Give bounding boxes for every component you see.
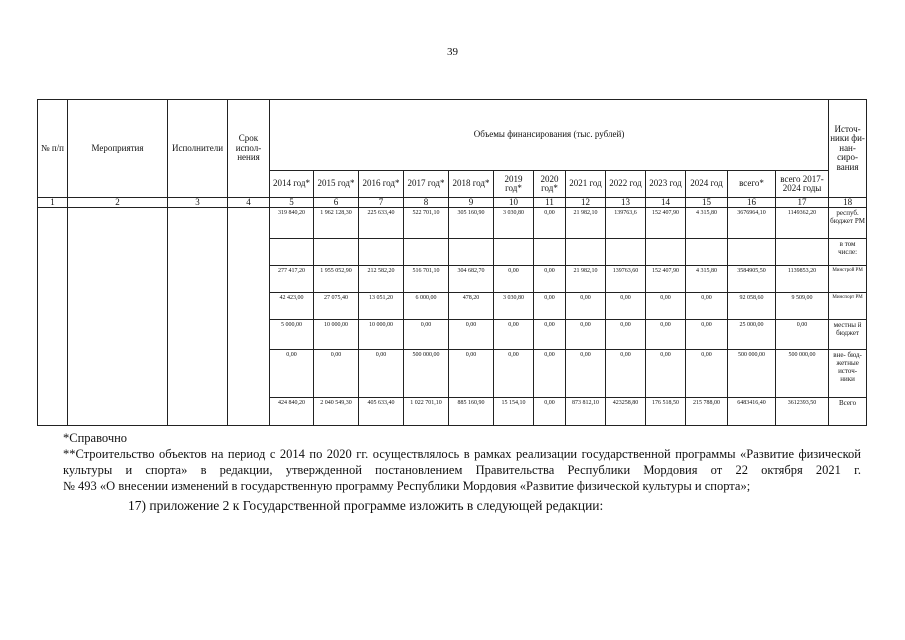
column-number: 1: [38, 198, 68, 208]
value-cell: 5 000,00: [270, 320, 314, 350]
value-cell: 0,00: [646, 320, 686, 350]
value-cell: 424 840,20: [270, 398, 314, 426]
col-header-events: Мероприятия: [68, 100, 168, 198]
value-cell: 92 058,60: [728, 293, 776, 320]
value-cell: 9 509,00: [776, 293, 829, 320]
value-cell: 319 840,20: [270, 208, 314, 239]
year-header: 2019 год*: [494, 171, 534, 198]
value-cell: 3 030,80: [494, 293, 534, 320]
term-cell: [228, 208, 270, 426]
value-cell: [686, 239, 728, 266]
value-cell: [534, 239, 566, 266]
source-cell: респуб. бюджет РМ: [829, 208, 867, 239]
year-header: всего 2017- 2024 годы: [776, 171, 829, 198]
value-cell: 500 000,00: [728, 350, 776, 398]
value-cell: 1 022 701,10: [404, 398, 449, 426]
value-cell: 3612393,50: [776, 398, 829, 426]
value-cell: 0,00: [646, 293, 686, 320]
value-cell: [728, 239, 776, 266]
year-header: 2020 год*: [534, 171, 566, 198]
value-cell: 152 407,90: [646, 266, 686, 293]
column-number: 4: [228, 198, 270, 208]
col-header-volumes: Объемы финансирования (тыс. рублей): [270, 100, 829, 171]
year-header: 2018 год*: [449, 171, 494, 198]
source-cell: местны й бюджет: [829, 320, 867, 350]
column-number: 14: [646, 198, 686, 208]
value-cell: 139763,6: [606, 208, 646, 239]
value-cell: 277 417,20: [270, 266, 314, 293]
table-row: [38, 208, 867, 239]
note-reference: *Справочно: [63, 431, 128, 445]
value-cell: 0,00: [566, 350, 606, 398]
value-cell: 500 000,00: [776, 350, 829, 398]
value-cell: 0,00: [606, 320, 646, 350]
column-number: 12: [566, 198, 606, 208]
value-cell: 2 040 549,30: [314, 398, 359, 426]
value-cell: 10 000,00: [314, 320, 359, 350]
value-cell: 215 788,00: [686, 398, 728, 426]
column-number: 3: [168, 198, 228, 208]
value-cell: 0,00: [494, 320, 534, 350]
col-header-term: Срок испол- нения: [228, 100, 270, 198]
value-cell: 225 633,40: [359, 208, 404, 239]
value-cell: 0,00: [449, 320, 494, 350]
source-cell: Минстрой РМ: [829, 266, 867, 293]
value-cell: 0,00: [686, 350, 728, 398]
year-header: 2022 год: [606, 171, 646, 198]
column-number: 13: [606, 198, 646, 208]
value-cell: 25 000,00: [728, 320, 776, 350]
value-cell: 522 701,10: [404, 208, 449, 239]
num-cell: [38, 208, 68, 426]
column-number: 16: [728, 198, 776, 208]
year-header: 2017 год*: [404, 171, 449, 198]
page-number: 39: [447, 46, 458, 58]
value-cell: 1 955 052,90: [314, 266, 359, 293]
value-cell: [314, 239, 359, 266]
value-cell: 423258,80: [606, 398, 646, 426]
value-cell: 6483416,40: [728, 398, 776, 426]
value-cell: [646, 239, 686, 266]
value-cell: 0,00: [534, 320, 566, 350]
column-number: 8: [404, 198, 449, 208]
note-line-1: **Строительство объектов на период с 2014 по 2020 гг. осуществлялось в рамках реализации государственной программы «Развитие физической: [63, 447, 861, 461]
value-cell: 6 000,00: [404, 293, 449, 320]
notes: [63, 430, 861, 514]
value-cell: 3 030,80: [494, 208, 534, 239]
value-cell: [566, 239, 606, 266]
value-cell: 27 075,40: [314, 293, 359, 320]
value-cell: 3676964,10: [728, 208, 776, 239]
executors-cell: [168, 208, 228, 426]
value-cell: 516 701,10: [404, 266, 449, 293]
value-cell: 0,00: [776, 320, 829, 350]
value-cell: 0,00: [566, 320, 606, 350]
value-cell: [494, 239, 534, 266]
value-cell: 3584905,50: [728, 266, 776, 293]
column-number: 11: [534, 198, 566, 208]
year-header: 2016 год*: [359, 171, 404, 198]
value-cell: 1139853,20: [776, 266, 829, 293]
value-cell: [270, 239, 314, 266]
value-cell: [449, 239, 494, 266]
value-cell: 0,00: [494, 350, 534, 398]
value-cell: 139763,60: [606, 266, 646, 293]
column-number: 17: [776, 198, 829, 208]
year-header: 2021 год: [566, 171, 606, 198]
value-cell: 304 682,70: [449, 266, 494, 293]
value-cell: 15 154,10: [494, 398, 534, 426]
value-cell: 0,00: [646, 350, 686, 398]
year-header: 2024 год: [686, 171, 728, 198]
value-cell: 0,00: [686, 320, 728, 350]
instruction-text: 17) приложение 2 к Государственной программе изложить в следующей редакции:: [128, 498, 604, 513]
value-cell: 0,00: [534, 293, 566, 320]
source-cell: вне- бюд- жетные источ- ники: [829, 350, 867, 398]
value-cell: 13 051,20: [359, 293, 404, 320]
value-cell: 305 160,90: [449, 208, 494, 239]
value-cell: 0,00: [534, 208, 566, 239]
value-cell: 212 582,20: [359, 266, 404, 293]
value-cell: 42 423,00: [270, 293, 314, 320]
value-cell: 4 315,80: [686, 266, 728, 293]
value-cell: 10 000,00: [359, 320, 404, 350]
value-cell: [359, 239, 404, 266]
value-cell: 0,00: [404, 320, 449, 350]
column-number: 9: [449, 198, 494, 208]
value-cell: 885 160,90: [449, 398, 494, 426]
column-number: 7: [359, 198, 404, 208]
column-number: 18: [829, 198, 867, 208]
year-header: 2015 год*: [314, 171, 359, 198]
value-cell: 0,00: [534, 266, 566, 293]
value-cell: 0,00: [534, 350, 566, 398]
value-cell: 152 407,90: [646, 208, 686, 239]
value-cell: [606, 239, 646, 266]
value-cell: 0,00: [686, 293, 728, 320]
year-header: 2014 год*: [270, 171, 314, 198]
value-cell: [776, 239, 829, 266]
value-cell: 500 000,00: [404, 350, 449, 398]
value-cell: 0,00: [566, 293, 606, 320]
col-header-num: № п/п: [38, 100, 68, 198]
source-cell: в том числе:: [829, 239, 867, 266]
column-number: 6: [314, 198, 359, 208]
source-cell: Всего: [829, 398, 867, 426]
value-cell: 1149362,20: [776, 208, 829, 239]
col-header-sources: Источ- ники фи- нан- сиро- вания: [829, 100, 867, 198]
year-header: 2023 год: [646, 171, 686, 198]
column-number: 15: [686, 198, 728, 208]
column-number: 2: [68, 198, 168, 208]
value-cell: 21 982,10: [566, 266, 606, 293]
value-cell: 405 633,40: [359, 398, 404, 426]
value-cell: 478,20: [449, 293, 494, 320]
col-header-executors: Исполнители: [168, 100, 228, 198]
value-cell: 1 962 128,30: [314, 208, 359, 239]
value-cell: 0,00: [359, 350, 404, 398]
value-cell: 176 518,50: [646, 398, 686, 426]
value-cell: 4 315,80: [686, 208, 728, 239]
source-cell: Минспорт РМ: [829, 293, 867, 320]
column-number: 10: [494, 198, 534, 208]
year-header: всего*: [728, 171, 776, 198]
events-cell: [68, 208, 168, 426]
value-cell: [404, 239, 449, 266]
note-line-2: культуры и спорта» в редакции, утвержденной постановлением Правительства Республики Мордовия от 22 октября 2021 г.: [63, 463, 861, 477]
value-cell: 0,00: [270, 350, 314, 398]
value-cell: 873 812,10: [566, 398, 606, 426]
value-cell: 0,00: [606, 350, 646, 398]
value-cell: 0,00: [606, 293, 646, 320]
value-cell: 21 982,10: [566, 208, 606, 239]
value-cell: 0,00: [534, 398, 566, 426]
column-number: 5: [270, 198, 314, 208]
financing-table: [37, 99, 867, 426]
value-cell: 0,00: [449, 350, 494, 398]
note-line-3: № 493 «О внесении изменений в государственную программу Республики Мордовия «Развитие физической культуры и спорта»;: [63, 479, 751, 493]
value-cell: 0,00: [494, 266, 534, 293]
value-cell: 0,00: [314, 350, 359, 398]
